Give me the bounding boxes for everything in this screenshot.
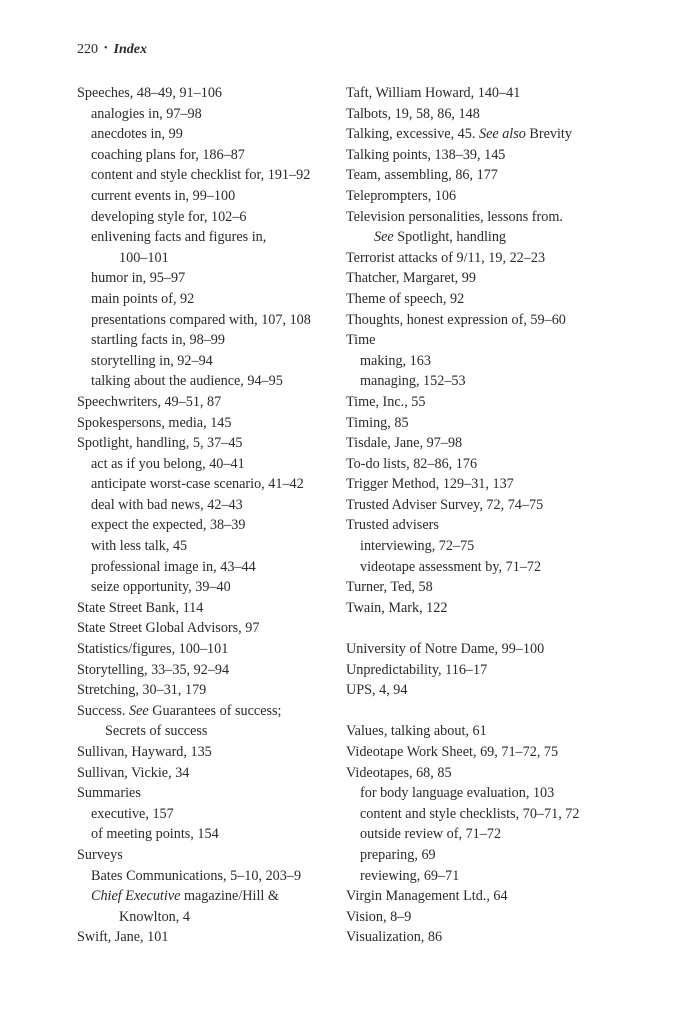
entry-text: magazine/Hill &: [180, 888, 279, 905]
running-header: [77, 41, 147, 60]
letter-group-gap: [346, 701, 666, 722]
index-subentry: expect the expected, 38–39: [91, 517, 246, 534]
index-subentry: Secrets of success: [105, 723, 208, 740]
index-subentry: of meeting points, 154: [91, 826, 219, 843]
index-entry: Talking points, 138–39, 145: [346, 146, 506, 163]
index-entry: Spokespersons, media, 145: [77, 414, 232, 431]
index-entry: University of Notre Dame, 99–100: [346, 641, 545, 658]
index-entry: Team, assembling, 86, 177: [346, 167, 498, 184]
section-title: Index: [113, 42, 147, 57]
entry-text: Spotlight, handling: [393, 229, 507, 246]
index-entry: Summaries: [77, 785, 141, 802]
index-subentry: interviewing, 72–75: [360, 538, 475, 555]
index-entry: Videotapes, 68, 85: [346, 764, 452, 781]
index-subentry: outside review of, 71–72: [360, 826, 502, 843]
index-entry: Virgin Management Ltd., 64: [346, 888, 508, 905]
index-entry: Tisdale, Jane, 97–98: [346, 435, 463, 452]
index-entry: Taft, William Howard, 140–41: [346, 85, 521, 101]
index-subentry: professional image in, 43–44: [91, 558, 256, 575]
header-separator: •: [104, 43, 108, 54]
index-column-left: [77, 83, 337, 948]
index-subentry: startling facts in, 98–99: [91, 332, 225, 349]
index-entry: [346, 124, 666, 145]
index-entry: Time, Inc., 55: [346, 393, 426, 410]
index-subentry: deal with bad news, 42–43: [91, 496, 243, 513]
index-column-right: [346, 83, 666, 948]
index-subentry: talking about the audience, 94–95: [91, 373, 283, 390]
index-subentry: videotape assessment by, 71–72: [360, 558, 542, 575]
index-entry: Vision, 8–9: [346, 908, 412, 925]
index-entry: [77, 701, 337, 722]
page-number: 220: [77, 42, 98, 57]
index-entry: Trusted Adviser Survey, 72, 74–75: [346, 496, 544, 513]
index-entry: Statistics/figures, 100–101: [77, 641, 229, 658]
index-subentry: managing, 152–53: [360, 373, 466, 390]
index-subentry: 100–101: [119, 249, 169, 266]
index-entry: Stretching, 30–31, 179: [77, 682, 207, 699]
index-subentry: enlivening facts and figures in,: [91, 229, 267, 246]
index-entry: Speechwriters, 49–51, 87: [77, 393, 222, 410]
index-entry: Trigger Method, 129–31, 137: [346, 476, 514, 493]
index-subentry: with less talk, 45: [91, 538, 188, 555]
index-subentry: for body language evaluation, 103: [360, 785, 555, 802]
index-subentry: coaching plans for, 186–87: [91, 146, 245, 163]
entry-text: Guarantees of success;: [148, 702, 282, 719]
entry-text: Success.: [77, 702, 130, 719]
index-subentry: act as if you belong, 40–41: [91, 455, 245, 472]
index-subentry: Knowlton, 4: [119, 908, 190, 925]
index-entry: Turner, Ted, 58: [346, 579, 433, 596]
index-subentry: executive, 157: [91, 805, 174, 822]
index-subentry: [77, 886, 337, 907]
entry-text: Brevity: [525, 126, 572, 143]
entry-text: Talking, excessive, 45.: [346, 126, 479, 143]
index-subentry: making, 163: [360, 352, 431, 369]
index-subentry: developing style for, 102–6: [91, 208, 247, 225]
index-subentry: anticipate worst-case scenario, 41–42: [91, 476, 304, 493]
index-entry: Theme of speech, 92: [346, 290, 465, 307]
index-subentry: reviewing, 69–71: [360, 867, 460, 884]
index-subentry: seize opportunity, 39–40: [91, 579, 231, 596]
index-entry: Time: [346, 332, 376, 349]
index-subentry: content and style checklist for, 191–92: [91, 167, 311, 184]
index-entry: Visualization, 86: [346, 929, 443, 946]
index-entry: Television personalities, lessons from.: [346, 208, 563, 225]
index-subentry: presentations compared with, 107, 108: [91, 311, 311, 328]
index-entry: Thatcher, Margaret, 99: [346, 270, 476, 287]
index-subentry: [346, 227, 666, 248]
index-entry: Storytelling, 33–35, 92–94: [77, 661, 230, 678]
index-entry: Sullivan, Vickie, 34: [77, 764, 190, 781]
index-subentry: Bates Communications, 5–10, 203–9: [91, 867, 302, 884]
index-subentry: storytelling in, 92–94: [91, 352, 213, 369]
cross-reference-term: See: [374, 229, 394, 246]
index-entry: Trusted advisers: [346, 517, 439, 534]
index-entry: State Street Global Advisors, 97: [77, 620, 260, 637]
index-entry: Sullivan, Hayward, 135: [77, 744, 212, 760]
index-entry: Terrorist attacks of 9/11, 19, 22–23: [346, 249, 546, 266]
index-entry: To-do lists, 82–86, 176: [346, 455, 478, 472]
index-entry: Speeches, 48–49, 91–106: [77, 85, 223, 101]
index-subentry: preparing, 69: [360, 846, 436, 863]
cross-reference-term: Chief Executive: [91, 888, 181, 905]
index-subentry: analogies in, 97–98: [91, 105, 202, 122]
index-subentry: current events in, 99–100: [91, 187, 236, 204]
letter-group-gap: [346, 618, 666, 639]
index-subentry: main points of, 92: [91, 290, 195, 307]
index-entry: UPS, 4, 94: [346, 682, 408, 699]
index-subentry: anecdotes in, 99: [91, 126, 183, 143]
index-subentry: humor in, 95–97: [91, 270, 186, 287]
cross-reference-term: See: [129, 702, 149, 719]
cross-reference-term: See also: [478, 126, 526, 143]
index-entry: Talbots, 19, 58, 86, 148: [346, 105, 480, 122]
index-entry: Thoughts, honest expression of, 59–60: [346, 311, 566, 328]
index-entry: Spotlight, handling, 5, 37–45: [77, 435, 243, 452]
index-entry: Videotape Work Sheet, 69, 71–72, 75: [346, 744, 559, 760]
index-subentry: content and style checklists, 70–71, 72: [360, 805, 580, 822]
index-entry: Twain, Mark, 122: [346, 599, 448, 616]
index-entry: Timing, 85: [346, 414, 409, 431]
index-entry: Teleprompters, 106: [346, 187, 457, 204]
index-entry: State Street Bank, 114: [77, 599, 204, 616]
index-entry: Surveys: [77, 846, 123, 863]
index-entry: Values, talking about, 61: [346, 723, 487, 740]
index-entry: Swift, Jane, 101: [77, 929, 169, 946]
index-entry: Unpredictability, 116–17: [346, 661, 488, 678]
